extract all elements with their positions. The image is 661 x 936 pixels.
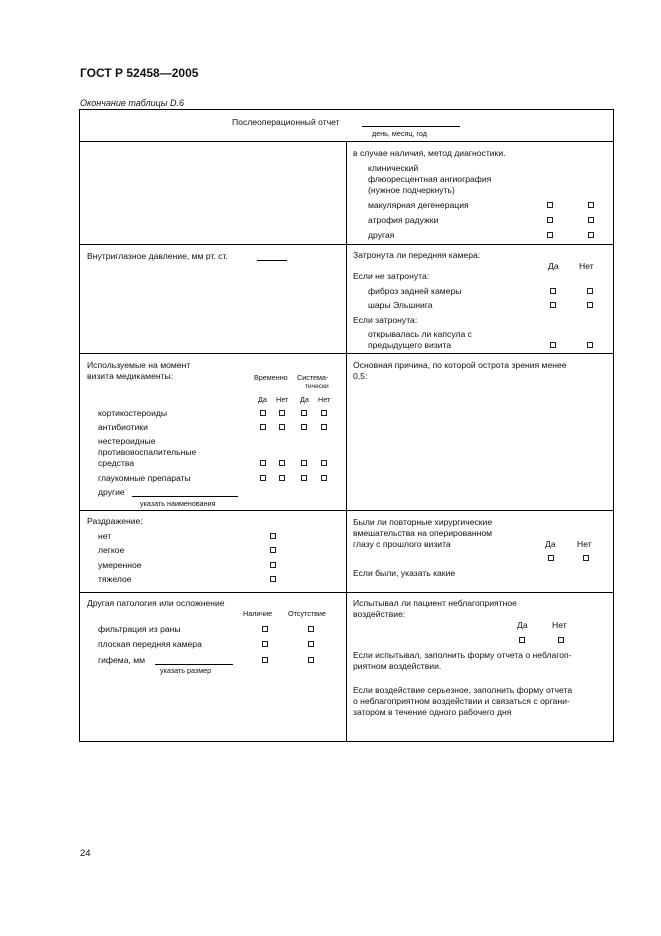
meds-yes: Да [300,395,309,404]
med-checkbox[interactable] [260,475,266,481]
irritation-title: Раздражение: [87,516,143,526]
med-checkbox[interactable] [279,410,285,416]
diag-item: атрофия радужки [368,215,439,225]
med-checkbox[interactable] [321,460,327,466]
med-checkbox[interactable] [321,424,327,430]
iop-field[interactable] [257,260,287,261]
irritation-item: умеренное [98,560,142,570]
diag-checkbox[interactable] [588,202,594,208]
adverse-no: Нет [552,620,567,630]
pathology-title: Другая патология или осложнение [87,598,225,608]
pathology-checkbox[interactable] [308,657,314,663]
diag-method: флюоресцентная ангиография [368,174,492,184]
diag-method: клинический [368,163,419,173]
diag-checkbox[interactable] [588,217,594,223]
med-checkbox[interactable] [301,460,307,466]
iop-label: Внутриглазное давление, мм рт. ст. [87,251,228,261]
med-item: другие [98,487,125,497]
adverse-yes: Да [517,620,528,630]
med-item: нестероидные [98,436,156,446]
pathology-item: плоская передняя камера [98,639,202,649]
capsule-question: открывалась ли капсула с [368,329,472,339]
pathology-checkbox[interactable] [308,626,314,632]
repeat-question: глазу с прошлого визита [353,539,451,549]
irritation-item: легкое [98,545,125,555]
pathology-col-present: Наличие [243,609,273,618]
meds-col-sys: Система- [297,373,329,382]
pathology-checkbox[interactable] [262,641,268,647]
pathology-col-absent: Отсутствие [288,609,326,618]
hyphema-size-field[interactable] [155,664,233,665]
chamber-question: Затронута ли передняя камера: [353,250,481,260]
irritation-item: нет [98,531,112,541]
meds-col-temp: Временно [254,373,288,382]
chamber-yes: Да [548,261,559,271]
med-checkbox[interactable] [321,475,327,481]
chamber-item: шары Эльшнига [368,300,433,310]
adverse-serious: о неблагоприятном воздействии и связаться с органи- [353,696,570,706]
capsule-checkbox[interactable] [587,342,593,348]
meds-col-sys: тически [305,383,329,390]
med-name-hint: указать наименования [140,499,216,508]
page-number: 24 [80,848,91,859]
irritation-item: тяжелое [98,574,132,584]
adverse-question: Испытывал ли пациент неблагоприятное [353,598,517,608]
repeat-which: Если были, указать какие [353,568,456,578]
med-checkbox[interactable] [321,410,327,416]
med-item: антибиотики [98,422,148,432]
pathology-checkbox[interactable] [262,626,268,632]
chamber-checkbox[interactable] [587,302,593,308]
med-item: кортикостероиды [98,408,168,418]
repeat-no: Нет [577,539,592,549]
chamber-checkbox[interactable] [550,302,556,308]
document-header: ГОСТ Р 52458—2005 [80,66,199,80]
pathology-checkbox[interactable] [262,657,268,663]
pathology-item: фильтрация из раны [98,624,181,634]
med-checkbox[interactable] [260,424,266,430]
irritation-checkbox[interactable] [270,576,276,582]
adverse-fill: риятном воздействии. [353,661,442,671]
column-divider [346,141,347,742]
med-item: противовоспалительные [98,447,197,457]
adverse-serious: Если воздействие серьезное, заполнить форму отчета [353,685,573,695]
adverse-fill: Если испытывал, заполнить форму отчета о неблагоп- [353,650,572,660]
irritation-checkbox[interactable] [270,533,276,539]
irritation-checkbox[interactable] [270,562,276,568]
repeat-question: Были ли повторные хирургические [353,517,493,527]
diag-item: другая [368,230,395,240]
chamber-checkbox[interactable] [550,288,556,294]
med-checkbox[interactable] [260,410,266,416]
meds-no: Нет [276,395,289,404]
pathology-item: гифема, мм [98,655,146,665]
meds-no: Нет [318,395,331,404]
med-other-field[interactable] [132,496,238,497]
diag-intro: в случае наличия, метод диагностики. [353,148,506,158]
size-hint: указать размер [160,666,212,675]
med-item: средства [98,458,135,468]
diag-checkbox[interactable] [547,217,553,223]
meds-yes: Да [258,395,267,404]
chamber-no: Нет [579,261,594,271]
cause-text: Основная причина, по которой острота зрения менее [353,360,567,370]
diag-checkbox[interactable] [547,202,553,208]
pathology-checkbox[interactable] [308,641,314,647]
repeat-yes: Да [545,539,556,549]
repeat-checkbox[interactable] [583,555,589,561]
report-date-field[interactable] [362,126,460,127]
adverse-serious: затором в течение одного рабочего дня [353,707,512,717]
med-checkbox[interactable] [301,424,307,430]
diag-checkbox[interactable] [547,232,553,238]
chamber-checkbox[interactable] [587,288,593,294]
med-item: глаукомные препараты [98,473,191,483]
capsule-question: предыдущего визита [368,340,452,350]
med-checkbox[interactable] [301,410,307,416]
repeat-checkbox[interactable] [548,555,554,561]
diag-hint: (нужное подчеркнуть) [368,185,455,195]
med-checkbox[interactable] [301,475,307,481]
diag-checkbox[interactable] [588,232,594,238]
meds-title: Используемые на момент [87,360,191,370]
meds-title: визита медикаменты: [87,371,174,381]
cause-text: 0,5: [353,371,368,381]
adverse-question: воздействие: [353,609,406,619]
med-checkbox[interactable] [279,475,285,481]
repeat-question: вмешательства на оперированном [353,528,493,538]
report-table [79,109,614,742]
table-caption: Окончание таблицы D.6 [80,98,184,108]
date-hint: день, месяц, год [372,129,427,138]
diag-item: макулярная дегенерация [368,200,469,210]
med-checkbox[interactable] [279,460,285,466]
capsule-checkbox[interactable] [550,342,556,348]
chamber-if-yes: Если затронута: [353,315,418,325]
report-title: Послеоперационный отчет [232,117,340,127]
chamber-if-not: Если не затронута: [353,271,430,281]
irritation-checkbox[interactable] [270,547,276,553]
med-checkbox[interactable] [279,424,285,430]
adverse-checkbox[interactable] [558,637,564,643]
adverse-checkbox[interactable] [519,637,525,643]
chamber-item: фиброз задней камеры [368,286,462,296]
med-checkbox[interactable] [260,460,266,466]
